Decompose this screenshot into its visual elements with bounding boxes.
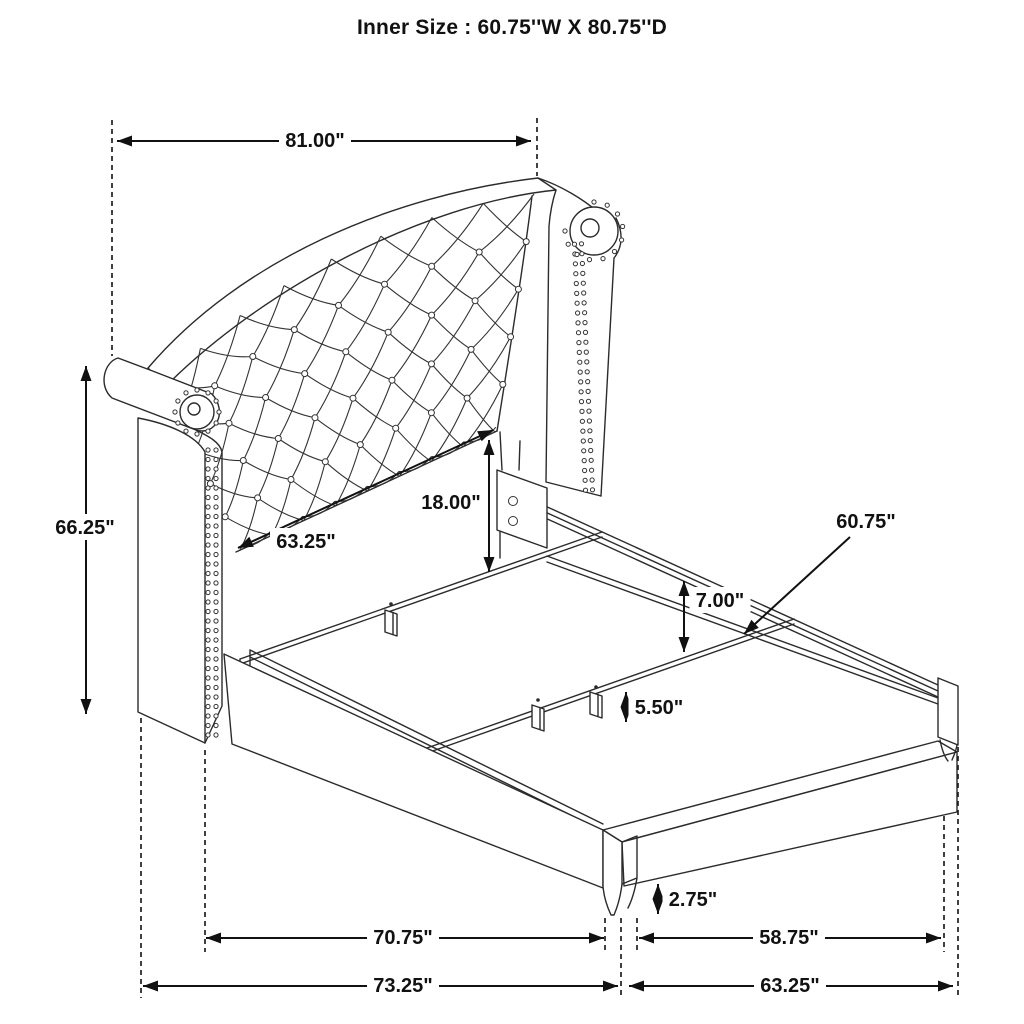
nailhead-stud xyxy=(575,301,579,305)
nailhead-stud xyxy=(574,281,578,285)
nailhead-stud xyxy=(206,676,210,680)
nailhead-stud xyxy=(214,495,218,499)
nailhead-stud xyxy=(206,524,210,528)
dimension-arrowhead xyxy=(81,366,92,381)
nailhead-stud xyxy=(579,400,583,404)
nailhead-stud xyxy=(579,390,583,394)
cross-slat-2 xyxy=(427,619,794,753)
slat-leg xyxy=(532,705,544,731)
nailhead-stud xyxy=(206,552,210,556)
rail-cleat xyxy=(547,556,938,704)
nailhead-stud xyxy=(576,321,580,325)
nailhead-stud xyxy=(580,261,584,265)
dimension-label: 63.25" xyxy=(276,531,336,553)
nailhead-stud xyxy=(214,647,218,651)
tuft-fold-line xyxy=(396,428,432,461)
nailhead-stud xyxy=(586,380,590,384)
nailhead-stud xyxy=(176,399,180,403)
tuft-fold-line xyxy=(331,259,384,284)
nailhead-stud xyxy=(206,476,210,480)
nailhead-stud xyxy=(206,533,210,537)
nailhead-stud xyxy=(214,399,218,403)
nailhead-stud xyxy=(206,704,210,708)
tuft-fold-line xyxy=(471,349,503,384)
nailhead-stud xyxy=(605,203,609,207)
tuft-fold-line xyxy=(432,315,472,349)
nailhead-stud xyxy=(589,458,593,462)
nailhead-stud xyxy=(214,562,218,566)
tuft-button xyxy=(508,334,514,340)
dimension-arrowhead xyxy=(589,933,604,944)
nailhead-stud xyxy=(214,581,218,585)
nailhead-stud xyxy=(563,229,567,233)
nailhead-stud xyxy=(206,647,210,651)
nailhead-stud xyxy=(206,685,210,689)
tuft-fold-line xyxy=(483,203,526,241)
nailhead-stud xyxy=(206,562,210,566)
nailhead-stud xyxy=(206,590,210,594)
tuft-button xyxy=(226,420,232,426)
dimension-label: 18.00" xyxy=(421,492,481,514)
dimension-label: 66.25" xyxy=(55,517,115,539)
tuft-button xyxy=(428,410,434,416)
nailhead-stud xyxy=(195,432,199,436)
nailhead-trim xyxy=(173,200,625,737)
nailhead-stud xyxy=(206,657,210,661)
tuft-fold-line xyxy=(385,284,432,315)
nailhead-stud xyxy=(590,478,594,482)
tuft-fold-line xyxy=(215,386,266,398)
nailhead-stud xyxy=(214,533,218,537)
tuft-fold-line xyxy=(325,398,353,462)
bracket-hole xyxy=(509,517,518,526)
nailhead-stud xyxy=(573,262,577,266)
nailhead-stud xyxy=(214,590,218,594)
nailhead-stud xyxy=(206,714,210,718)
tuft-fold-line xyxy=(346,284,385,352)
nailhead-stud xyxy=(581,439,585,443)
dimension-label: 73.25" xyxy=(373,975,433,997)
nailhead-stud xyxy=(588,439,592,443)
nailhead-stud xyxy=(580,409,584,413)
nailhead-stud xyxy=(217,410,221,414)
nailhead-stud xyxy=(574,272,578,276)
nailhead-stud xyxy=(621,224,625,228)
slat-leg xyxy=(590,692,602,718)
nailhead-stud xyxy=(214,695,218,699)
nailhead-stud xyxy=(583,468,587,472)
nailhead-stud xyxy=(206,733,210,737)
nailhead-stud xyxy=(576,311,580,315)
nailhead-stud xyxy=(206,600,210,604)
nailhead-stud xyxy=(206,467,210,471)
nailhead-stud xyxy=(585,360,589,364)
nailhead-stud xyxy=(206,391,210,395)
nailhead-stud xyxy=(206,505,210,509)
dimension-arrowhead xyxy=(938,981,953,992)
tuft-fold-line xyxy=(432,218,479,253)
nailhead-stud xyxy=(576,331,580,335)
nailhead-stud xyxy=(578,360,582,364)
tuft-fold-line xyxy=(388,332,431,364)
nailhead-stud xyxy=(206,628,210,632)
dimension-arrowhead xyxy=(81,699,92,714)
nailhead-stud xyxy=(206,514,210,518)
tuft-button xyxy=(382,281,388,287)
tuft-button xyxy=(288,477,294,483)
nailhead-stud xyxy=(601,257,605,261)
tuft-fold-line xyxy=(392,315,432,380)
tuft-button xyxy=(472,298,478,304)
tuft-button xyxy=(222,514,228,520)
nailhead-stud xyxy=(214,421,218,425)
dimension-label: 63.25" xyxy=(760,975,820,997)
nailhead-stud xyxy=(206,723,210,727)
nailhead-stud xyxy=(214,486,218,490)
nailhead-stud xyxy=(214,714,218,718)
tuft-fold-line xyxy=(305,374,353,399)
nailhead-stud xyxy=(206,571,210,575)
nailhead-stud xyxy=(583,311,587,315)
tuft-fold-line xyxy=(432,364,468,398)
nailhead-stud xyxy=(214,457,218,461)
nailhead-stud xyxy=(195,388,199,392)
slat-support-legs xyxy=(385,602,602,731)
tuft-fold-line xyxy=(225,461,243,517)
tuft-button xyxy=(357,442,363,448)
tuft-fold-line xyxy=(225,517,272,536)
nailhead-stud xyxy=(184,429,188,433)
nailhead-stud xyxy=(592,200,596,204)
tuft-button xyxy=(263,395,269,401)
tuft-button xyxy=(523,239,529,245)
tuft-button xyxy=(385,329,391,335)
nailhead-stud xyxy=(615,212,619,216)
tuft-fold-line xyxy=(315,352,346,418)
nailhead-stud xyxy=(214,552,218,556)
tuft-fold-line xyxy=(360,380,392,444)
leader-line xyxy=(744,537,850,634)
nailhead-stud xyxy=(583,478,587,482)
tuft-button xyxy=(350,395,356,401)
nailhead-stud xyxy=(620,238,624,242)
tuft-button xyxy=(302,371,308,377)
nailhead-stud xyxy=(214,666,218,670)
dimension-label: 2.75" xyxy=(668,889,718,911)
nailhead-stud xyxy=(206,486,210,490)
tuft-button xyxy=(429,361,435,367)
headboard xyxy=(104,178,625,743)
nailhead-stud xyxy=(580,419,584,423)
dimension-label: 7.00" xyxy=(695,590,745,612)
upholstered-side-rail xyxy=(224,654,603,888)
screw-dot xyxy=(536,698,540,702)
tuft-button xyxy=(212,383,218,389)
tuft-fold-line xyxy=(291,480,336,506)
nailhead-stud xyxy=(206,543,210,547)
dimension-arrowhead xyxy=(603,981,618,992)
tuft-button xyxy=(476,249,482,255)
nailhead-stud xyxy=(173,410,177,414)
nailhead-stud xyxy=(206,495,210,499)
nailhead-stud xyxy=(214,514,218,518)
nailhead-stud xyxy=(581,271,585,275)
nailhead-stud xyxy=(584,340,588,344)
tuft-button xyxy=(464,395,470,401)
dimension-arrowhead xyxy=(117,136,132,147)
tuft-button xyxy=(393,425,399,431)
tuft-button xyxy=(255,495,261,501)
dimension-arrowhead xyxy=(143,981,158,992)
tuft-button xyxy=(291,327,297,333)
nailhead-stud xyxy=(206,457,210,461)
nailhead-stud xyxy=(214,723,218,727)
nailhead-stud xyxy=(579,380,583,384)
tuft-button xyxy=(250,354,256,360)
tuft-fold-line xyxy=(210,423,229,483)
left-wing-panel xyxy=(138,418,205,743)
tuft-fold-line xyxy=(353,398,396,428)
dimension-label: 58.75" xyxy=(759,927,819,949)
tuft-button xyxy=(240,458,246,464)
tuft-button xyxy=(336,302,342,308)
nailhead-stud xyxy=(575,291,579,295)
nailhead-stud xyxy=(586,399,590,403)
slat-leg xyxy=(385,610,397,636)
nailhead-stud xyxy=(579,242,583,246)
nailhead-stud xyxy=(214,543,218,547)
screw-dot xyxy=(389,602,393,606)
tuft-fold-line xyxy=(339,305,389,332)
nailhead-stud xyxy=(586,389,590,393)
nailhead-stud xyxy=(214,638,218,642)
nailhead-stud xyxy=(582,459,586,463)
nailhead-stud xyxy=(583,330,587,334)
tuft-button xyxy=(429,263,435,269)
nailhead-stud xyxy=(206,581,210,585)
nailhead-stud xyxy=(214,448,218,452)
nailhead-stud xyxy=(585,370,589,374)
dimension-arrowhead xyxy=(639,933,654,944)
nailhead-stud xyxy=(582,449,586,453)
nailhead-stud xyxy=(575,252,579,256)
nailhead-stud xyxy=(214,609,218,613)
nailhead-stud xyxy=(214,685,218,689)
dimension-arrowhead xyxy=(653,899,664,914)
nailhead-stud xyxy=(587,419,591,423)
nailhead-stud xyxy=(589,448,593,452)
nailhead-stud xyxy=(587,258,591,262)
nailhead-stud xyxy=(214,600,218,604)
nailhead-stud xyxy=(566,242,570,246)
nailhead-stud xyxy=(214,657,218,661)
front-corner-post xyxy=(603,830,622,915)
tuft-button xyxy=(275,436,281,442)
tuft-fold-line xyxy=(243,398,265,461)
nailhead-stud xyxy=(582,291,586,295)
nailhead-stud xyxy=(612,249,616,253)
tuft-button xyxy=(343,349,349,355)
right-scroll-face xyxy=(570,207,618,255)
nailhead-stud xyxy=(584,350,588,354)
tuft-fold-line xyxy=(381,236,432,266)
tuft-fold-line xyxy=(325,462,367,491)
tuft-fold-line xyxy=(266,330,295,398)
dimension-label: 70.75" xyxy=(373,927,433,949)
nailhead-stud xyxy=(214,704,218,708)
tuft-fold-line xyxy=(305,305,339,373)
nailhead-stud xyxy=(206,448,210,452)
nailhead-stud xyxy=(206,695,210,699)
rail-bracket xyxy=(497,470,547,548)
dimension-arrowhead xyxy=(679,637,690,652)
nailhead-stud xyxy=(214,476,218,480)
tuft-button xyxy=(468,346,474,352)
dimension-label: 60.75" xyxy=(836,511,896,533)
tuft-fold-line xyxy=(346,352,392,380)
tuft-fold-line xyxy=(431,398,467,461)
nailhead-stud xyxy=(578,370,582,374)
nailhead-stud xyxy=(580,252,584,256)
nailhead-stud xyxy=(590,488,594,492)
nailhead-stud xyxy=(582,301,586,305)
nailhead-stud xyxy=(214,505,218,509)
screw-dot xyxy=(594,685,598,689)
tuft-fold-line xyxy=(360,445,399,477)
nailhead-stud xyxy=(572,242,576,246)
tuft-fold-line xyxy=(396,364,432,428)
tuft-fold-line xyxy=(200,348,252,356)
tuft-fold-line xyxy=(388,266,432,332)
extension-lines xyxy=(112,118,958,998)
nailhead-stud xyxy=(214,467,218,471)
tuft-button xyxy=(515,286,521,292)
nailhead-stud xyxy=(206,429,210,433)
nailhead-stud xyxy=(214,524,218,528)
tuft-button xyxy=(312,415,318,421)
tuft-button xyxy=(500,381,506,387)
nailhead-stud xyxy=(184,391,188,395)
nailhead-stud xyxy=(206,666,210,670)
nailhead-stud xyxy=(577,341,581,345)
nailhead-stud xyxy=(581,281,585,285)
tuft-fold-line xyxy=(467,398,495,432)
diagram-title: Inner Size : 60.75''W X 80.75''D xyxy=(357,16,667,39)
nailhead-stud xyxy=(581,429,585,433)
tuft-fold-line xyxy=(229,357,253,424)
tuft-button xyxy=(322,459,328,465)
tuft-button xyxy=(429,312,435,318)
tuft-fold-line xyxy=(353,332,388,398)
nailhead-stud xyxy=(214,628,218,632)
dimension-arrowhead xyxy=(484,440,495,455)
nailhead-stud xyxy=(214,676,218,680)
dimension-label: 5.50" xyxy=(634,697,684,719)
rear-corner-post xyxy=(938,678,958,745)
tuft-fold-line xyxy=(258,498,304,521)
tuft-fold-line xyxy=(432,266,475,300)
nailhead-stud xyxy=(214,733,218,737)
tuft-fold-line xyxy=(315,418,360,445)
dimension-arrowhead xyxy=(653,884,664,899)
dimension-label: 81.00" xyxy=(285,130,345,152)
nailhead-stud xyxy=(206,638,210,642)
tuft-fold-line xyxy=(475,301,511,337)
nailhead-stud xyxy=(588,429,592,433)
nailhead-stud xyxy=(590,468,594,472)
dimension-arrowhead xyxy=(926,933,941,944)
nailhead-stud xyxy=(583,321,587,325)
left-scroll-face xyxy=(180,395,214,429)
nailhead-stud xyxy=(214,619,218,623)
dimension-arrowhead xyxy=(206,933,221,944)
dimension-arrowhead xyxy=(516,136,531,147)
bracket-hole xyxy=(509,497,518,506)
nailhead-stud xyxy=(206,609,210,613)
dimension-arrowhead xyxy=(629,981,644,992)
nailhead-stud xyxy=(176,421,180,425)
nailhead-stud xyxy=(577,350,581,354)
nailhead-stud xyxy=(206,619,210,623)
nailhead-stud xyxy=(214,571,218,575)
tuft-button xyxy=(389,377,395,383)
tuft-fold-line xyxy=(258,439,279,498)
tuft-fold-line xyxy=(479,252,518,289)
tuft-fold-line xyxy=(392,380,431,413)
nailhead-stud xyxy=(587,409,591,413)
nailhead-stud xyxy=(583,488,587,492)
